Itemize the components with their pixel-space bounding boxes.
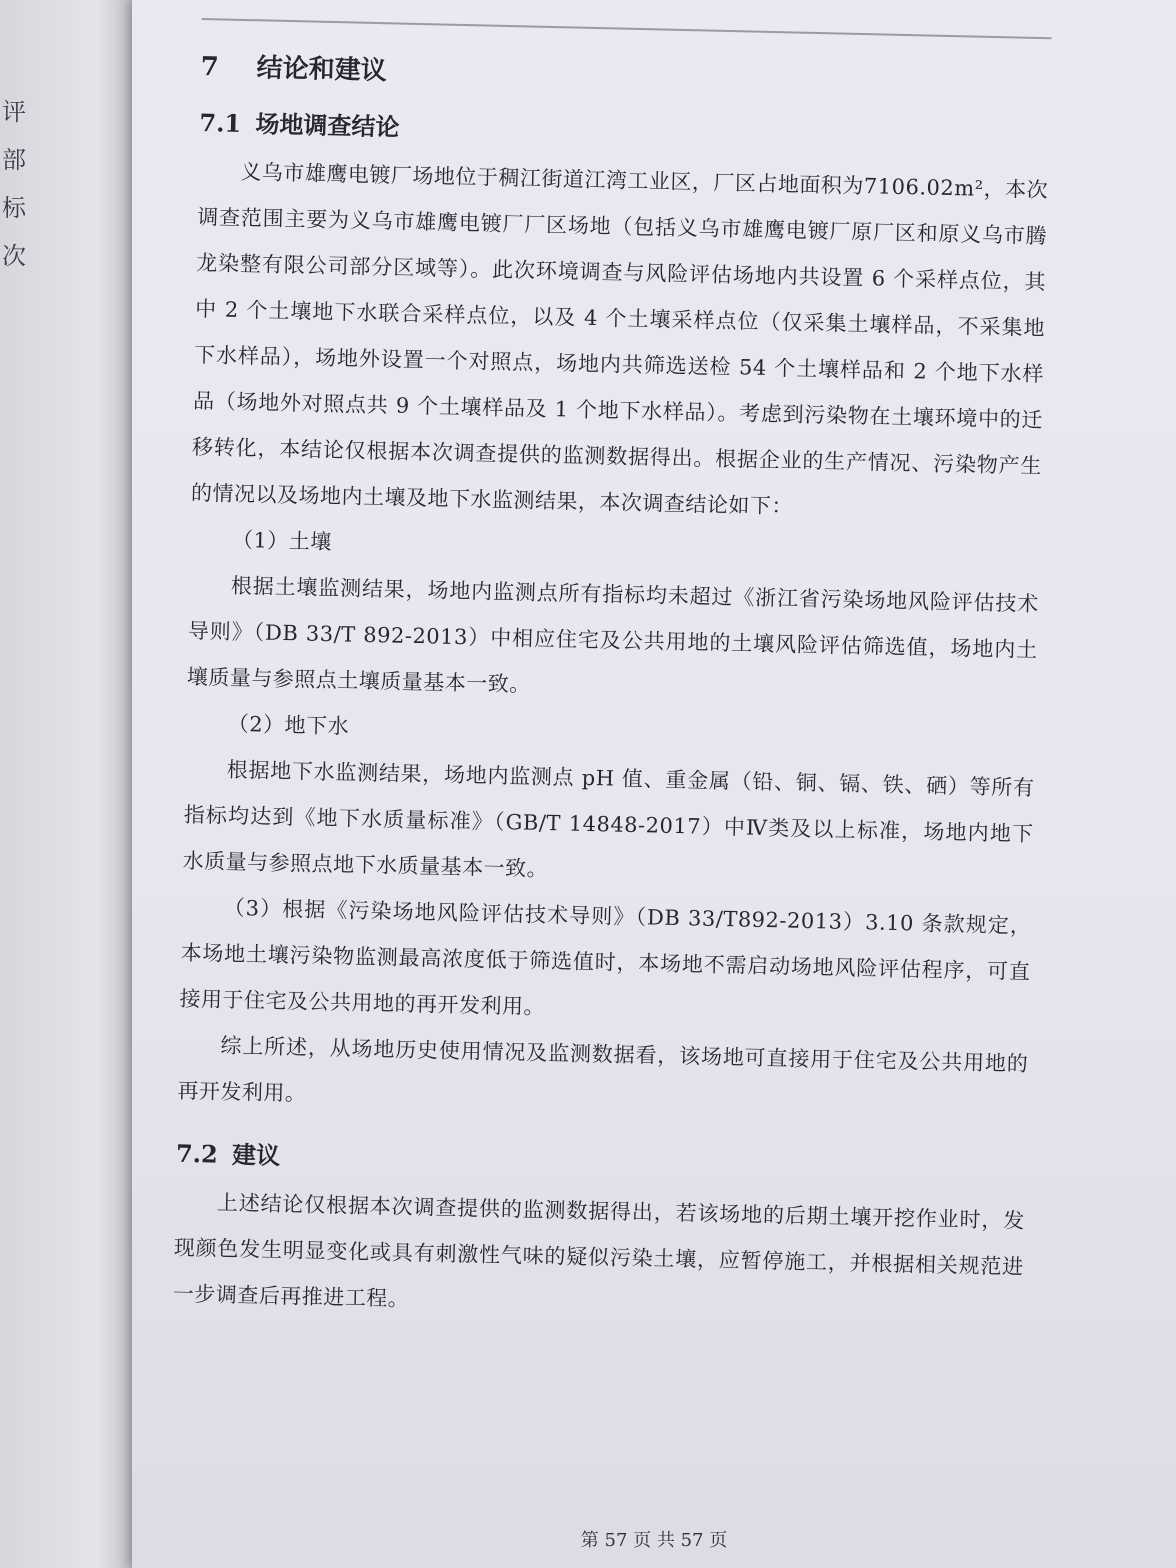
subsection-title: 场地调查结论 [255, 109, 400, 142]
subsection-number: 7.2 [175, 1138, 219, 1169]
left-char: 标 [2, 194, 26, 222]
paragraph-summary: 综上所述，从场地历史使用情况及监测数据看，该场地可直接用于住宅及公共用地的再开发利用。 [177, 1033, 1029, 1106]
header-rule [202, 18, 1052, 39]
left-char: 次 [2, 242, 26, 270]
left-page-text [2, 88, 32, 280]
section-title: 结论和建议 [256, 53, 388, 87]
section-heading [200, 46, 1051, 102]
left-char: 评 [2, 98, 26, 126]
paragraph-groundwater: 根据地下水监测结果，场地内监测点 pH 值、重金属（铅、铜、镉、铁、硒）等所有指标均达到《地下水质量标准》（GB/T 14848-2017）中Ⅳ类及以上标准，场地内地下水质量与参照点地下水质量基本一致。 [182, 757, 1035, 882]
document-page [132, 0, 1176, 1568]
page-content [172, 10, 1051, 1336]
left-page-edge [0, 0, 140, 1568]
item-label-soil: （1）土壤 [231, 527, 333, 555]
subsection-number: 7.1 [199, 107, 242, 138]
subsection-title: 建议 [231, 1139, 281, 1171]
left-char: 部 [2, 146, 26, 174]
paragraph-soil: 根据土壤监测结果，场地内监测点所有指标均未超过《浙江省污染场地风险评估技术导则》（DB 33/T 892-2013）中相应住宅及公共用地的土壤风险评估筛选值，场地内土壤质量与参照点土壤质量基本一致。 [186, 573, 1040, 697]
paragraph-suggestion: 上述结论仅根据本次调查提供的监测数据得出，若该场地的后期土壤开挖作业时，发现颜色发生明显变化或具有刺激性气味的疑似污染土壤，应暂停施工，并根据相关规范进一步调查后再推进工程。 [172, 1190, 1026, 1312]
section-number: 7 [200, 51, 220, 83]
page-footer: 第 57 页 共 57 页 [580, 1530, 728, 1551]
item-label-groundwater: （2）地下水 [227, 711, 350, 739]
paragraph-site-overview: 义乌市雄鹰电镀厂场地位于稠江街道江湾工业区，厂区占地面积为7106.02m²，本次调查范围主要为义乌市雄鹰电镀厂厂区场地（包括义乌市雄鹰电镀厂原厂区和原义乌市腾龙染整有限公司部分区域等）。此次环境调查与风险评估场地内共设置 6 个采样点位，其中 2 个土壤地下水联合采样点位，以及 4 个土壤采样点位（仅采集土壤样品，不采集地下水样品），场地外设置一个对照点，场地内共筛选送检 54 个土壤样品和 2 个地下水样品（场地外对照点共 9 个土壤样品及 1 个地下水样品）。考虑到污染物在土壤环境中的迁移转化，本结论仅根据本次调查提供的监测数据得出。根据企业的生产情况、污染物产生的情况以及场地内土壤及地下水监测结果，本次调查结论如下： [190, 159, 1049, 519]
paragraph-item-3: （3）根据《污染场地风险评估技术导则》（DB 33/T892-2013）3.10 条款规定，本场地土壤污染物监测最高浓度低于筛选值时，本场地不需启动场地风险评估程序，可直接用于住宅及公共用地的再开发利用。 [179, 895, 1032, 1020]
subsection-heading-7-2 [176, 1134, 1027, 1188]
subsection-heading-7-1 [199, 103, 1050, 157]
